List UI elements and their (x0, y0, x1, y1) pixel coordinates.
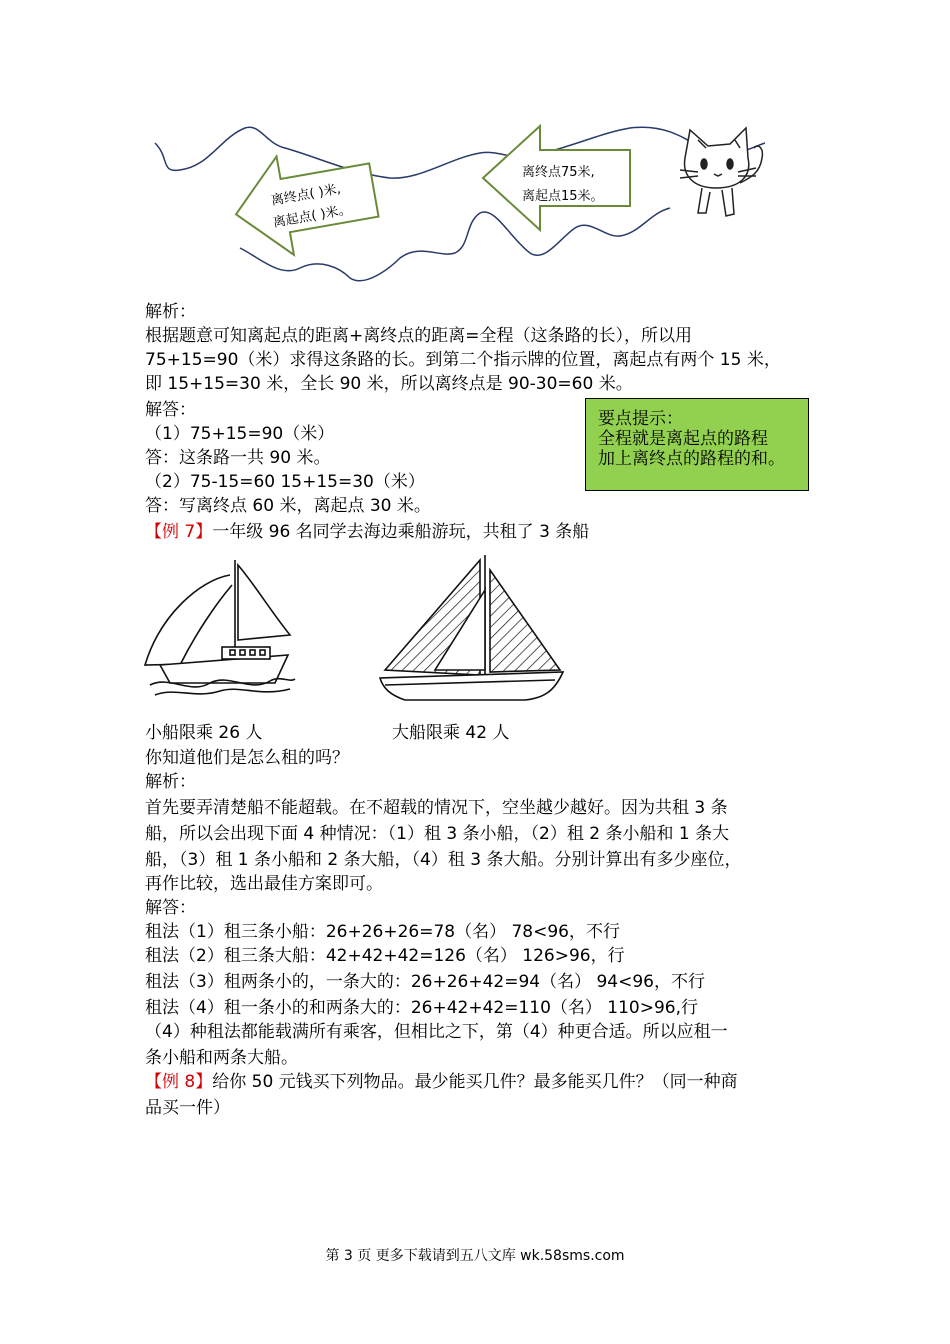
option-1: 租法（1）租三条小船：26+26+26=78（名） 78<96，不行 (145, 922, 620, 942)
small-boat-caption: 小船限乘 26 人 (145, 723, 263, 743)
example-8-tag: 【例 8】 (145, 1072, 213, 1092)
answer-reply-2: 答：写离终点 60 米，离起点 30 米。 (145, 496, 431, 516)
option-2: 租法（2）租三条大船：42+42+42=126（名） 126>96，行 (145, 946, 625, 966)
question-text: 你知道他们是怎么租的吗？ (145, 748, 349, 768)
key-point-title: 要点提示： (598, 409, 683, 429)
left-sign-line1: 离终点( )米, (269, 181, 342, 209)
page-footer: 第 3 页 更多下载请到五八文库 wk.58sms.com (325, 1248, 625, 1264)
cat-illustration (680, 128, 762, 216)
example-8-heading (145, 1070, 738, 1094)
example-7-text: 一年级 96 名同学去海边乘船游玩，共租了 3 条船 (212, 522, 590, 542)
analysis-text-1: 根据题意可知离起点的距离+离终点的距离=全程（这条路的长），所以用 (145, 326, 692, 346)
left-sign-line2: 离起点( )米。 (271, 202, 353, 231)
answer-step-2: （2）75-15=60 15+15=30（米） (145, 472, 425, 492)
example-7-tag: 【例 7】 (145, 522, 213, 542)
analysis-text-3: 即 15+15=30 米，全长 90 米，所以离终点是 90-30=60 米。 (145, 374, 633, 394)
example-8-text-cont: 品买一件） (145, 1098, 230, 1118)
analysis-label-1: 解析： (145, 302, 196, 322)
analysis-text-4: 首先要弄清楚船不能超载。在不超载的情况下，空坐越少越好。因为共租 3 条 (145, 798, 728, 818)
key-point-box (585, 398, 809, 491)
analysis-text-2: 75+15=90（米）求得这条路的长。到第二个指示牌的位置，离起点有两个 15 米， (145, 350, 781, 370)
river-bank-upper (155, 127, 765, 178)
analysis-label-2: 解析： (145, 772, 196, 792)
option-3: 租法（3）租两条小的，一条大的：26+26+42=94（名） 94<96，不行 (145, 972, 705, 992)
answer-label-1: 解答： (145, 400, 196, 420)
key-point-line-2: 加上离终点的路程的和。 (598, 449, 785, 469)
example-7-heading (145, 520, 589, 544)
option-4: 租法（4）租一条小的和两条大的：26+42+42=110（名） 110>96,行 (145, 998, 699, 1018)
small-boat-illustration (140, 555, 300, 700)
conclusion-2: 条小船和两条大船。 (145, 1048, 298, 1068)
example-8-text: 给你 50 元钱买下列物品。最少能买几件？最多能买几件？（同一种商 (212, 1072, 738, 1092)
right-sign-line1: 离终点75米, (522, 165, 595, 180)
big-boat-caption: 大船限乘 42 人 (392, 723, 510, 743)
key-point-line-1: 全程就是离起点的路程 (598, 429, 768, 449)
big-boat-illustration (375, 550, 565, 715)
answer-label-2: 解答： (145, 898, 196, 918)
right-sign-line2: 离起点15米。 (522, 189, 604, 204)
analysis-text-5: 船，所以会出现下面 4 种情况：（1）租 3 条小船，（2）租 2 条小船和 1 条大 (145, 824, 730, 844)
answer-reply-1: 答：这条路一共 90 米。 (145, 448, 331, 468)
answer-step-1: （1）75+15=90（米） (145, 424, 335, 444)
road-signs-figure (150, 118, 780, 288)
analysis-text-7: 再作比较，选出最佳方案即可。 (145, 874, 383, 894)
conclusion-1: （4）种租法都能载满所有乘客，但相比之下，第（4）种更合适。所以应租一 (145, 1022, 728, 1042)
analysis-text-6: 船，（3）租 1 条小船和 2 条大船，（4）租 3 条大船。分别计算出有多少座位， (145, 850, 742, 870)
